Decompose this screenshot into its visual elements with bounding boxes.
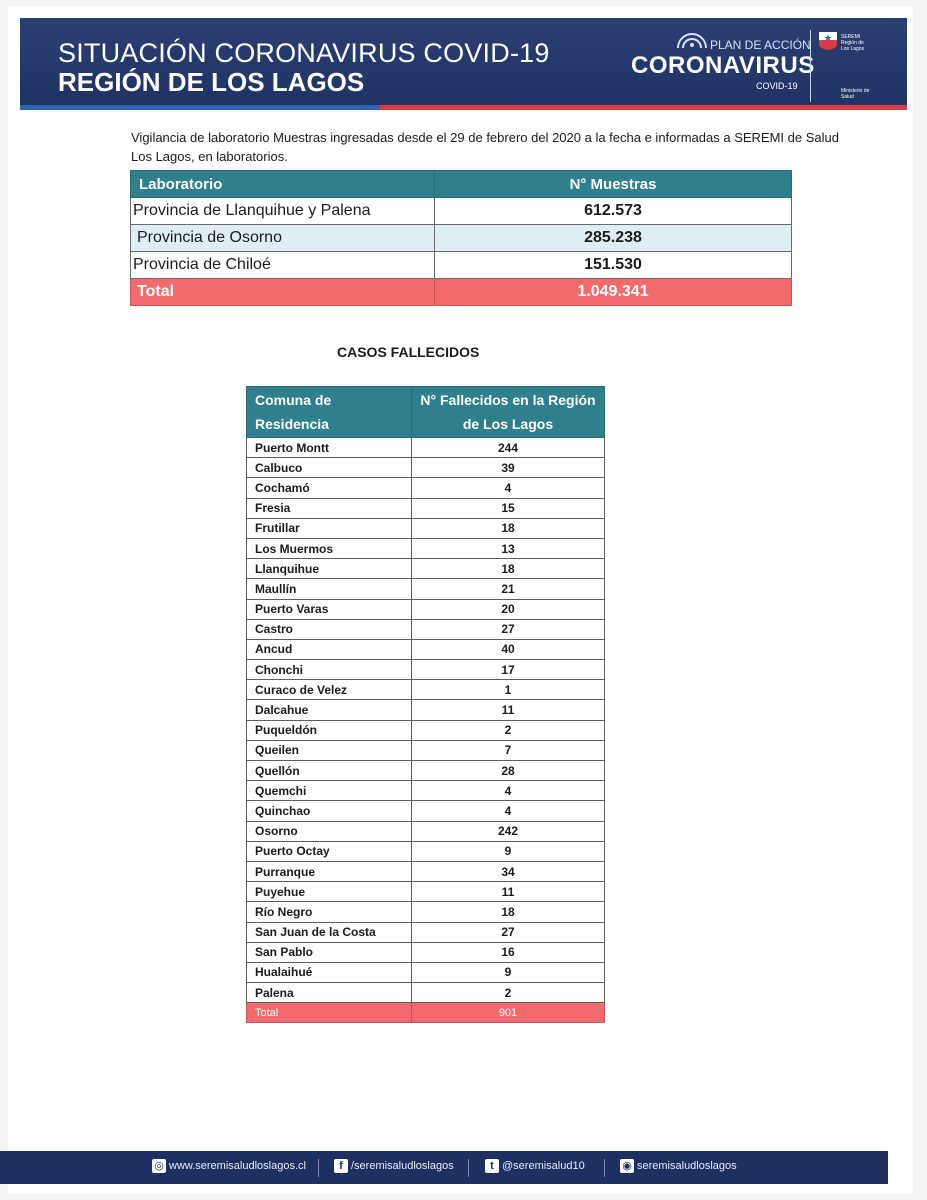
facebook-icon: f — [334, 1159, 348, 1173]
value-cell: 4 — [412, 781, 605, 801]
table-row — [247, 559, 605, 579]
value-cell: 4 — [412, 478, 605, 498]
value-cell: 16 — [412, 942, 605, 962]
dome-icon — [676, 33, 708, 49]
table-header-row — [131, 171, 792, 198]
shield-icon — [819, 32, 837, 54]
value-cell: 20 — [412, 599, 605, 619]
banner-title-line2: REGIÓN DE LOS LAGOS — [58, 67, 365, 97]
comuna-cell: San Pablo — [247, 942, 412, 962]
comuna-cell: Palena — [247, 983, 412, 1003]
value-cell: 4 — [412, 801, 605, 821]
table-row — [247, 458, 605, 478]
footer-twitter[interactable] — [485, 1159, 585, 1173]
table-row — [247, 680, 605, 700]
comuna-cell: Hualaihué — [247, 962, 412, 982]
instagram-icon: ◉ — [620, 1159, 634, 1173]
deaths-heading: CASOS FALLECIDOS — [337, 344, 480, 360]
comuna-cell: Queilen — [247, 740, 412, 760]
deaths-table-body — [247, 438, 605, 1023]
comuna-cell: Puqueldón — [247, 720, 412, 740]
total-row — [131, 279, 792, 306]
table-header-row — [247, 387, 605, 438]
value-cell: 21 — [412, 579, 605, 599]
table-row — [247, 579, 605, 599]
table-row — [247, 861, 605, 881]
row-label: Provincia de Chiloé — [131, 252, 435, 279]
lab-samples-table — [130, 170, 792, 306]
comuna-cell: Maullín — [247, 579, 412, 599]
total-row — [247, 1003, 605, 1023]
value-cell: 27 — [412, 619, 605, 639]
value-cell: 39 — [412, 458, 605, 478]
header-banner — [20, 18, 907, 110]
value-cell: 244 — [412, 438, 605, 458]
comuna-cell: Quellón — [247, 761, 412, 781]
row-value: 612.573 — [435, 198, 792, 225]
comuna-cell: Frutillar — [247, 518, 412, 538]
comuna-cell: Dalcahue — [247, 700, 412, 720]
instagram-link[interactable]: seremisaludloslagos — [637, 1160, 737, 1172]
twitter-icon: t — [485, 1159, 499, 1173]
footer-divider — [604, 1159, 605, 1177]
value-cell: 242 — [412, 821, 605, 841]
table-row — [247, 498, 605, 518]
logo-text-bottom: Ministerio de Salud — [841, 88, 870, 100]
table-row — [131, 198, 792, 225]
covid-label: COVID-19 — [756, 81, 798, 91]
comuna-cell: Quinchao — [247, 801, 412, 821]
footer-bar — [0, 1151, 888, 1184]
footer-instagram[interactable] — [620, 1159, 737, 1173]
comuna-cell: Chonchi — [247, 660, 412, 680]
website-link[interactable]: www.seremisaludloslagos.cl — [169, 1160, 306, 1172]
value-cell: 9 — [412, 841, 605, 861]
comuna-cell: Puerto Varas — [247, 599, 412, 619]
total-value: 901 — [412, 1003, 605, 1023]
table-row — [247, 700, 605, 720]
intro-paragraph: Vigilancia de laboratorio Muestras ingresadas desde el 29 de febrero del 2020 a la fecha e informadas a SEREMI de Salud Los Lagos, en laboratorios. — [131, 130, 839, 164]
value-cell: 2 — [412, 983, 605, 1003]
value-cell: 40 — [412, 639, 605, 659]
table-row — [247, 599, 605, 619]
value-cell: 11 — [412, 882, 605, 902]
total-value: 1.049.341 — [435, 279, 792, 306]
table-row — [247, 478, 605, 498]
table-row — [247, 538, 605, 558]
value-cell: 15 — [412, 498, 605, 518]
table-row — [247, 841, 605, 861]
value-cell: 18 — [412, 559, 605, 579]
table-row — [247, 882, 605, 902]
comuna-cell: Puerto Montt — [247, 438, 412, 458]
table-row — [247, 740, 605, 760]
banner-title-line1: SITUACIÓN CORONAVIRUS COVID-19 — [58, 38, 550, 68]
footer-website[interactable] — [152, 1159, 306, 1173]
column-header-muestras: N° Muestras — [435, 171, 792, 198]
table-row — [247, 801, 605, 821]
footer-divider — [318, 1159, 319, 1177]
table-row — [247, 518, 605, 538]
total-label: Total — [247, 1003, 412, 1023]
column-header-comuna: Comuna de Residencia — [247, 387, 412, 438]
banner-stripe-red — [380, 105, 907, 110]
table-row — [247, 902, 605, 922]
comuna-cell: Osorno — [247, 821, 412, 841]
comuna-cell: Quemchi — [247, 781, 412, 801]
web-icon: ◎ — [152, 1159, 166, 1173]
comuna-cell: Llanquihue — [247, 559, 412, 579]
row-label: Provincia de Llanquihue y Palena — [131, 198, 435, 225]
comuna-cell: Fresia — [247, 498, 412, 518]
footer-facebook[interactable] — [334, 1159, 454, 1173]
comuna-cell: San Juan de la Costa — [247, 922, 412, 942]
comuna-cell: Los Muermos — [247, 538, 412, 558]
comuna-cell: Puyehue — [247, 882, 412, 902]
comuna-cell: Calbuco — [247, 458, 412, 478]
value-cell: 1 — [412, 680, 605, 700]
logo-text-top: SEREMI Región de Los Lagos — [841, 34, 865, 52]
table-row — [247, 438, 605, 458]
comuna-cell: Curaco de Velez — [247, 680, 412, 700]
row-value: 285.238 — [435, 225, 792, 252]
table-row — [247, 639, 605, 659]
value-cell: 13 — [412, 538, 605, 558]
value-cell: 18 — [412, 518, 605, 538]
table-row — [247, 619, 605, 639]
table-row — [131, 252, 792, 279]
table-row — [247, 983, 605, 1003]
comuna-cell: Ancud — [247, 639, 412, 659]
table-row — [247, 761, 605, 781]
table-row — [131, 225, 792, 252]
facebook-link[interactable]: /seremisaludloslagos — [351, 1160, 454, 1172]
banner-stripe-blue — [20, 105, 380, 110]
comuna-cell: Río Negro — [247, 902, 412, 922]
twitter-link[interactable]: @seremisalud10 — [502, 1160, 585, 1172]
column-header-laboratorio: Laboratorio — [131, 171, 435, 198]
value-cell: 28 — [412, 761, 605, 781]
value-cell: 2 — [412, 720, 605, 740]
row-value: 151.530 — [435, 252, 792, 279]
total-label: Total — [131, 279, 435, 306]
table-row — [247, 660, 605, 680]
comuna-cell: Puerto Octay — [247, 841, 412, 861]
column-header-fallecidos: N° Fallecidos en la Región de Los Lagos — [412, 387, 605, 438]
table-row — [247, 781, 605, 801]
footer-divider — [468, 1159, 469, 1177]
table-row — [247, 942, 605, 962]
row-label: Provincia de Osorno — [131, 225, 435, 252]
comuna-cell: Cochamó — [247, 478, 412, 498]
table-row — [247, 720, 605, 740]
value-cell: 34 — [412, 861, 605, 881]
table-row — [247, 962, 605, 982]
comuna-cell: Purranque — [247, 861, 412, 881]
brand-label: CORONAVIRUS — [631, 52, 815, 79]
value-cell: 9 — [412, 962, 605, 982]
deaths-table — [246, 386, 605, 1023]
value-cell: 18 — [412, 902, 605, 922]
value-cell: 7 — [412, 740, 605, 760]
comuna-cell: Castro — [247, 619, 412, 639]
seremi-logo — [810, 30, 873, 102]
table-row — [247, 821, 605, 841]
value-cell: 17 — [412, 660, 605, 680]
table-row — [247, 922, 605, 942]
value-cell: 27 — [412, 922, 605, 942]
value-cell: 11 — [412, 700, 605, 720]
plan-label: PLAN DE ACCIÓN — [710, 38, 811, 52]
